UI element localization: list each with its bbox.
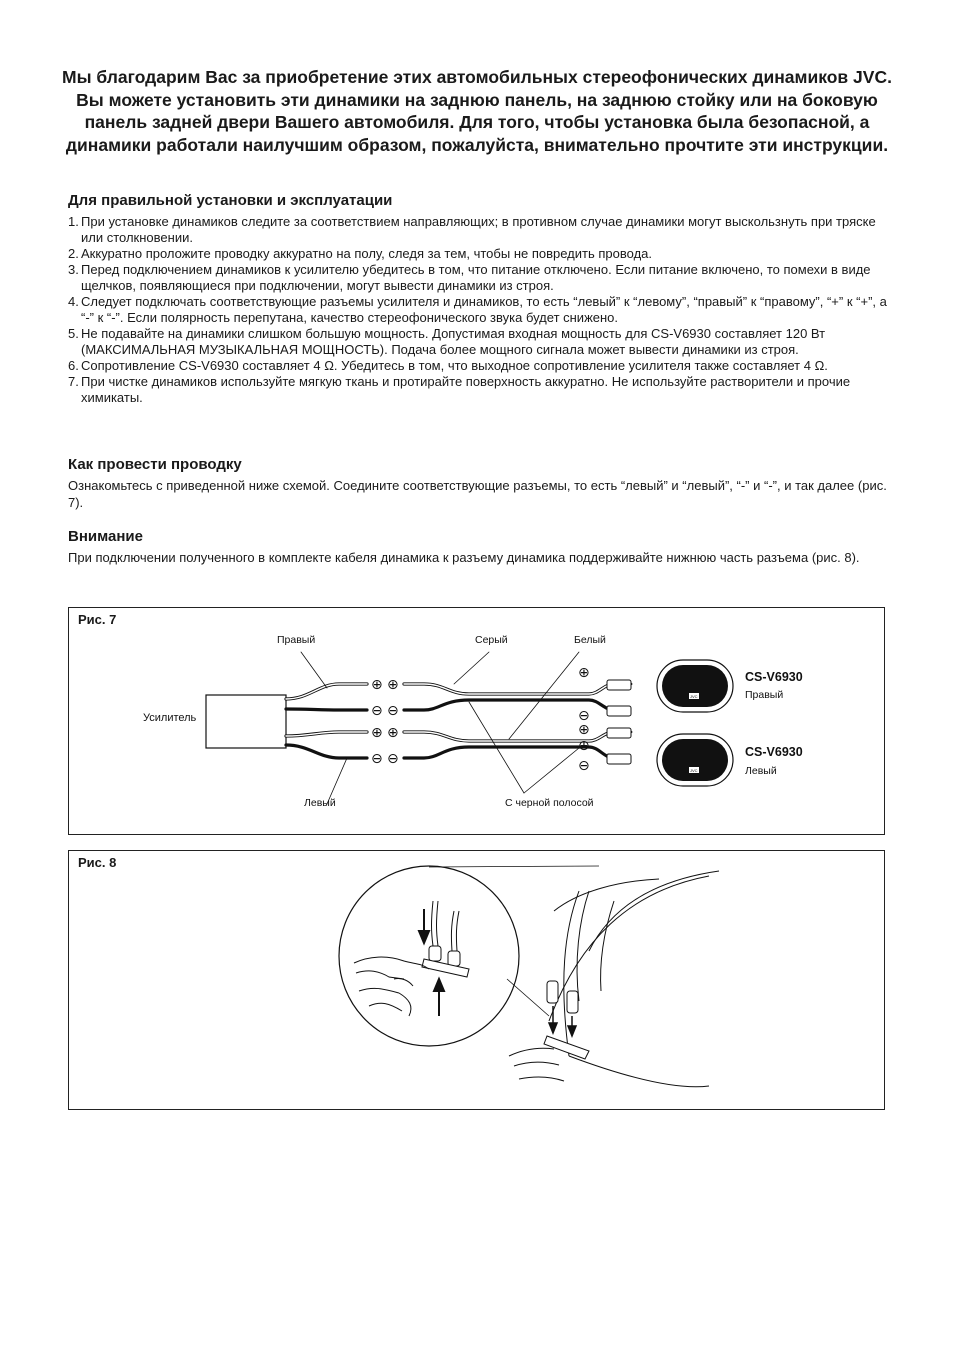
minus-symbol: ⊖ (371, 702, 383, 718)
item-text: Аккуратно проложите проводку аккуратно на полу, следя за тем, чтобы не повредить провода. (81, 246, 653, 261)
plus-symbol: ⊕ (578, 721, 590, 737)
list-item (68, 262, 888, 294)
speaker-right-model: CS-V6930 (745, 670, 803, 684)
connector-illustration (69, 851, 884, 1109)
plus-symbol: ⊕ (371, 724, 383, 740)
gray-label: Серый (475, 634, 508, 646)
amplifier-label: Усилитель (143, 712, 197, 724)
item-text: Сопротивление CS-V6930 составляет 4 Ω. Убедитесь в том, что выходное сопротивление усилителя также составляет 4 Ω. (81, 358, 828, 373)
minus-symbol: ⊖ (578, 707, 590, 723)
list-item (68, 246, 888, 262)
item-number: 1. (68, 214, 79, 229)
white-label: Белый (574, 634, 606, 646)
speaker-right-side: Правый (745, 689, 784, 701)
minus-symbol: ⊖ (578, 757, 590, 773)
plus-symbol: ⊕ (578, 664, 590, 680)
jvc-logo: JVC (690, 694, 698, 699)
figure-8-label: Рис. 8 (78, 855, 117, 870)
figure-7 (68, 607, 885, 835)
plus-symbol: ⊕ (387, 724, 399, 740)
plus-symbol: ⊕ (371, 676, 383, 692)
speaker-left-model: CS-V6930 (745, 745, 803, 759)
item-number: 6. (68, 358, 79, 373)
item-number: 2. (68, 246, 79, 261)
intro-text: Мы благодарим Вас за приобретение этих автомобильных стереофонических динамиков JVC. Вы можете установить эти динамики на заднюю панель, на заднюю стойку или на боковую панель задней двери Вашего автомобиля. Для того, чтобы установка была безопасной, а динамики работали наилучшим образом, пожалуйста, внимательно прочтите эти инструкции. (62, 67, 892, 155)
right-label: Правый (277, 634, 316, 646)
list-item (68, 214, 888, 246)
item-number: 4. (68, 294, 79, 309)
list-item (68, 374, 888, 406)
section-title-wiring: Как провести проводку (68, 456, 242, 473)
section-title-caution: Внимание (68, 528, 143, 545)
item-number: 3. (68, 262, 79, 277)
plus-symbol: ⊕ (578, 737, 590, 753)
left-minus-wire (286, 745, 367, 758)
list-item (68, 326, 888, 358)
item-text: При чистке динамиков используйте мягкую ткань и протирайте поверхность аккуратно. Не используйте растворители и прочие химикаты. (81, 374, 851, 405)
speaker-left (657, 734, 733, 786)
item-number: 5. (68, 326, 79, 341)
left-label: Левый (304, 797, 336, 809)
minus-symbol: ⊖ (387, 750, 399, 766)
item-text: Следует подключать соответствующие разъемы усилителя и динамиков, то есть “левый” к “левому”, “правый” к “правому”, “+” к “+”, а “-” к “-”. Если полярность перепутана, качество стереофонического звука будет снижено. (81, 294, 887, 325)
item-text: Не подавайте на динамики слишком большую мощность. Допустимая входная мощность для CS-V6930 составляет 120 Вт (МАКСИМАЛЬНАЯ МУЗЫКАЛЬНАЯ МОЩНОСТЬ). Подача более мощного сигнала может вывести динамики из строя. (81, 326, 826, 357)
figure-7-label: Рис. 7 (78, 612, 117, 627)
instruction-list (68, 214, 888, 406)
jvc-logo: JVC (690, 768, 698, 773)
figure-8 (68, 850, 885, 1110)
item-number: 7. (68, 374, 79, 389)
item-text: Перед подключением динамиков к усилителю убедитесь в том, что питание отключено. Если питание включено, то помехи в виде щелчков, появляющиеся при подключении, могут вывести динамики из строя. (81, 262, 871, 293)
stripe-label: С черной полосой (505, 797, 594, 809)
caution-text: При подключении полученного в комплекте кабеля динамика к разъему динамика поддерживайте нижнюю часть разъема (рис. 8). (68, 550, 860, 565)
item-text: При установке динамиков следите за соответствием направляющих; в противном случае динамики могут выскользнуть при тряске или столкновении. (81, 214, 876, 245)
minus-symbol: ⊖ (371, 750, 383, 766)
speaker-right (657, 660, 733, 712)
section-title-installation: Для правильной установки и эксплуатации (68, 192, 393, 209)
amplifier-box (206, 695, 286, 748)
wiring-text: Ознакомьтесь с приведенной ниже схемой. Соедините соответствующие разъемы, то есть “левый” и “левый”, “-” и “-”, и так далее (рис. 7). (68, 478, 887, 510)
plus-symbol: ⊕ (387, 676, 399, 692)
list-item (68, 358, 888, 374)
minus-symbol: ⊖ (387, 702, 399, 718)
right-minus-wire (286, 709, 367, 710)
wiring-diagram (69, 608, 884, 834)
speaker-left-side: Левый (745, 765, 777, 777)
list-item (68, 294, 888, 326)
